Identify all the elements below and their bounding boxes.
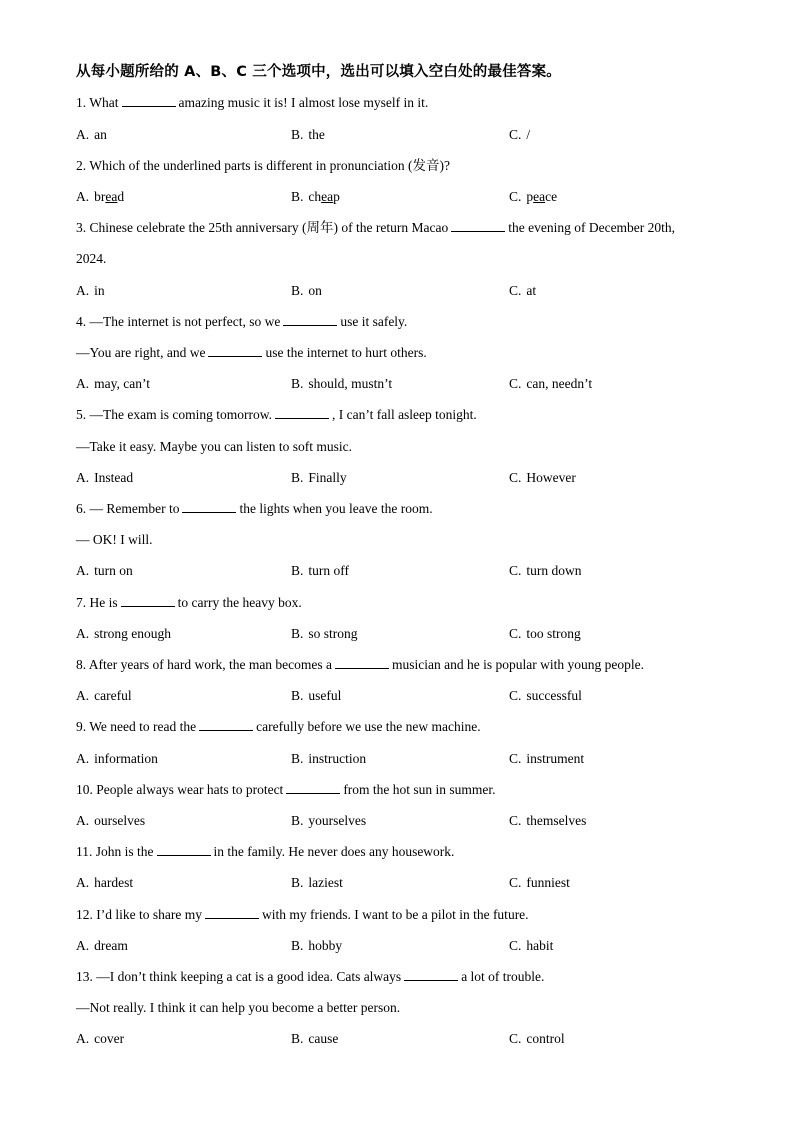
option-text-after: p [333, 189, 340, 204]
option-text: instrument [526, 751, 585, 766]
option-letter: B. [291, 875, 304, 890]
stem-text-after: , I can’t fall asleep tonight. [331, 407, 477, 422]
answer-blank [182, 499, 236, 513]
stem-text-after: from the hot sun in summer. [343, 782, 496, 797]
option-letter: B. [291, 813, 304, 828]
stem-text-before: 1. What [76, 95, 119, 110]
option-c[interactable] [509, 811, 586, 831]
question-stem-line [76, 218, 675, 238]
stem-text-before: 2. Which of the underlined parts is different in pronunciation (发音)? [76, 158, 451, 173]
question-stem-line [76, 437, 352, 457]
stem-text-after: with my friends. I want to be a pilot in the future. [261, 907, 529, 922]
stem-text-before: 10. People always wear hats to protect [76, 782, 284, 797]
option-text: cover [94, 1031, 125, 1046]
option-letter: C. [509, 688, 522, 703]
question-stem-line [76, 593, 302, 613]
option-letter: A. [76, 563, 90, 578]
question-stem-line [76, 343, 427, 363]
option-c[interactable] [509, 125, 530, 145]
option-a[interactable] [76, 749, 158, 769]
option-letter: A. [76, 189, 90, 204]
option-letter: B. [291, 283, 304, 298]
question-stem-line [76, 842, 454, 862]
option-text: too strong [526, 626, 581, 641]
option-text: laziest [308, 875, 343, 890]
stem-text-after: to carry the heavy box. [177, 595, 302, 610]
answer-blank [199, 717, 253, 731]
stem-text-before: 6. — Remember to [76, 501, 180, 516]
stem-text-after: use the internet to hurt others. [265, 345, 427, 360]
option-text-before: br [94, 189, 106, 204]
option-letter: C. [509, 938, 522, 953]
option-text: habit [526, 938, 554, 953]
stem-text-before: 3. Chinese celebrate the 25th anniversary (周年) of the return Macao [76, 220, 449, 235]
stem-text-after: amazing music it is! I almost lose myself in it. [178, 95, 429, 110]
option-a[interactable] [76, 1029, 124, 1049]
question-stem-line [76, 998, 400, 1018]
stem-text-before: 8. After years of hard work, the man becomes a [76, 657, 333, 672]
stem-text-after: musician and he is popular with young people. [392, 657, 644, 672]
question-stem-line [76, 405, 477, 425]
option-underlined-part: ea [105, 189, 118, 204]
option-letter: B. [291, 470, 304, 485]
option-text: can, needn’t [526, 376, 593, 391]
option-text: themselves [526, 813, 587, 828]
option-text-after: ce [545, 189, 558, 204]
option-b[interactable] [291, 187, 340, 207]
question-stem-line [76, 655, 644, 675]
option-text: yourselves [308, 813, 367, 828]
option-letter: C. [509, 1031, 522, 1046]
option-b[interactable] [291, 873, 343, 893]
option-c[interactable] [509, 468, 576, 488]
option-letter: A. [76, 688, 90, 703]
option-text: Finally [308, 470, 347, 485]
answer-blank [122, 93, 176, 107]
option-letter: A. [76, 938, 90, 953]
answer-blank [451, 218, 505, 232]
option-a[interactable] [76, 374, 150, 394]
option-c[interactable] [509, 187, 557, 207]
stem-text-before: —You are right, and we [76, 345, 206, 360]
question-stem-line [76, 717, 481, 737]
option-text-before: p [526, 189, 534, 204]
option-letter: A. [76, 751, 90, 766]
option-text: turn on [94, 563, 133, 578]
option-underlined-part: ea [533, 189, 546, 204]
option-text-before: ch [308, 189, 322, 204]
answer-blank [283, 312, 337, 326]
option-text: turn down [526, 563, 582, 578]
option-a[interactable] [76, 187, 124, 207]
stem-text-before: 9. We need to read the [76, 719, 197, 734]
answer-blank [335, 655, 389, 669]
stem-text-after: the evening of December 20th, [508, 220, 676, 235]
option-text: funniest [526, 875, 570, 890]
option-text: dream [94, 938, 128, 953]
option-letter: A. [76, 875, 90, 890]
option-b[interactable] [291, 749, 366, 769]
stem-text-before: 11. John is the [76, 844, 154, 859]
stem-text-before: —Not really. I think it can help you become a better person. [76, 1000, 401, 1015]
option-letter: C. [509, 376, 522, 391]
option-letter: C. [509, 189, 522, 204]
option-letter: B. [291, 189, 304, 204]
option-letter: B. [291, 127, 304, 142]
option-b[interactable] [291, 125, 325, 145]
stem-text-after: carefully before we use the new machine. [256, 719, 481, 734]
option-c[interactable] [509, 936, 553, 956]
option-text: ourselves [94, 813, 146, 828]
stem-text-before: 12. I’d like to share my [76, 907, 202, 922]
option-letter: C. [509, 751, 522, 766]
option-c[interactable] [509, 873, 570, 893]
option-text: careful [94, 688, 132, 703]
option-a[interactable] [76, 125, 107, 145]
stem-text-before: — OK! I will. [76, 532, 153, 547]
option-a[interactable] [76, 686, 132, 706]
question-stem-line [76, 780, 496, 800]
option-letter: A. [76, 127, 90, 142]
option-text: may, can’t [94, 376, 150, 391]
option-letter: C. [509, 626, 522, 641]
question-stem-line [76, 93, 428, 113]
option-text-after: d [117, 189, 125, 204]
option-a[interactable] [76, 281, 105, 301]
question-stem-line [76, 156, 450, 176]
option-text: should, mustn’t [308, 376, 393, 391]
stem-text-before: 7. He is [76, 595, 118, 610]
answer-blank [404, 967, 458, 981]
option-a[interactable] [76, 936, 128, 956]
question-stem-line [76, 967, 544, 987]
option-text: useful [308, 688, 342, 703]
option-text: instruction [308, 751, 367, 766]
option-b[interactable] [291, 561, 349, 581]
question-stem-line [76, 499, 433, 519]
option-c[interactable] [509, 749, 584, 769]
option-text: turn off [308, 563, 350, 578]
option-letter: A. [76, 626, 90, 641]
question-stem-line [76, 312, 407, 332]
option-letter: C. [509, 283, 522, 298]
option-text: in [94, 283, 105, 298]
option-letter: C. [509, 563, 522, 578]
option-b[interactable] [291, 811, 366, 831]
option-letter: B. [291, 938, 304, 953]
option-b[interactable] [291, 281, 322, 301]
option-c[interactable] [509, 561, 582, 581]
option-a[interactable] [76, 561, 133, 581]
question-stem-line [76, 905, 529, 925]
option-letter: C. [509, 875, 522, 890]
option-text: successful [526, 688, 582, 703]
answer-blank [286, 780, 340, 794]
option-text: information [94, 751, 158, 766]
stem-text-after: in the family. He never does any housework. [213, 844, 455, 859]
option-letter: B. [291, 688, 304, 703]
option-text: hardest [94, 875, 134, 890]
option-a[interactable] [76, 624, 171, 644]
option-a[interactable] [76, 811, 145, 831]
answer-blank [208, 343, 262, 357]
option-letter: A. [76, 376, 90, 391]
stem-text-after: a lot of trouble. [461, 969, 545, 984]
option-a[interactable] [76, 468, 133, 488]
option-letter: C. [509, 127, 522, 142]
option-text: hobby [308, 938, 343, 953]
option-text: the [308, 127, 325, 142]
option-b[interactable] [291, 468, 347, 488]
stem-text-before: —Take it easy. Maybe you can listen to soft music. [76, 439, 352, 454]
option-c[interactable] [509, 374, 592, 394]
option-b[interactable] [291, 686, 341, 706]
option-text: so strong [308, 626, 358, 641]
option-text: / [526, 127, 531, 142]
option-letter: B. [291, 376, 304, 391]
option-c[interactable] [509, 1029, 565, 1049]
option-b[interactable] [291, 374, 392, 394]
answer-blank [121, 593, 175, 607]
option-c[interactable] [509, 686, 582, 706]
option-c[interactable] [509, 624, 581, 644]
answer-blank [205, 905, 259, 919]
option-letter: B. [291, 563, 304, 578]
option-letter: A. [76, 470, 90, 485]
option-text: control [526, 1031, 565, 1046]
option-letter: C. [509, 470, 522, 485]
answer-blank [157, 842, 211, 856]
option-b[interactable] [291, 1029, 338, 1049]
option-underlined-part: ea [321, 189, 334, 204]
option-b[interactable] [291, 624, 358, 644]
question-stem-line [76, 530, 153, 550]
stem-text-before: 4. —The internet is not perfect, so we [76, 314, 281, 329]
option-letter: A. [76, 283, 90, 298]
option-text: at [526, 283, 537, 298]
option-letter: B. [291, 626, 304, 641]
option-letter: B. [291, 751, 304, 766]
section-instruction: 从每小题所给的 A、B、C 三个选项中，选出可以填入空白处的最佳答案。 [76, 64, 562, 80]
option-letter: A. [76, 813, 90, 828]
option-c[interactable] [509, 281, 536, 301]
option-text: on [308, 283, 322, 298]
stem-text-before: 2024. [76, 251, 107, 266]
option-b[interactable] [291, 936, 342, 956]
option-a[interactable] [76, 873, 133, 893]
stem-text-after: the lights when you leave the room. [239, 501, 433, 516]
question-stem-line [76, 249, 106, 269]
option-text: an [94, 127, 107, 142]
option-text: strong enough [94, 626, 171, 641]
stem-text-before: 13. —I don’t think keeping a cat is a good idea. Cats always [76, 969, 402, 984]
option-letter: C. [509, 813, 522, 828]
stem-text-after: use it safely. [340, 314, 408, 329]
option-text: cause [308, 1031, 339, 1046]
stem-text-before: 5. —The exam is coming tomorrow. [76, 407, 272, 422]
option-letter: B. [291, 1031, 304, 1046]
option-text: However [526, 470, 576, 485]
option-text: Instead [94, 470, 134, 485]
option-letter: A. [76, 1031, 90, 1046]
answer-blank [275, 405, 329, 419]
